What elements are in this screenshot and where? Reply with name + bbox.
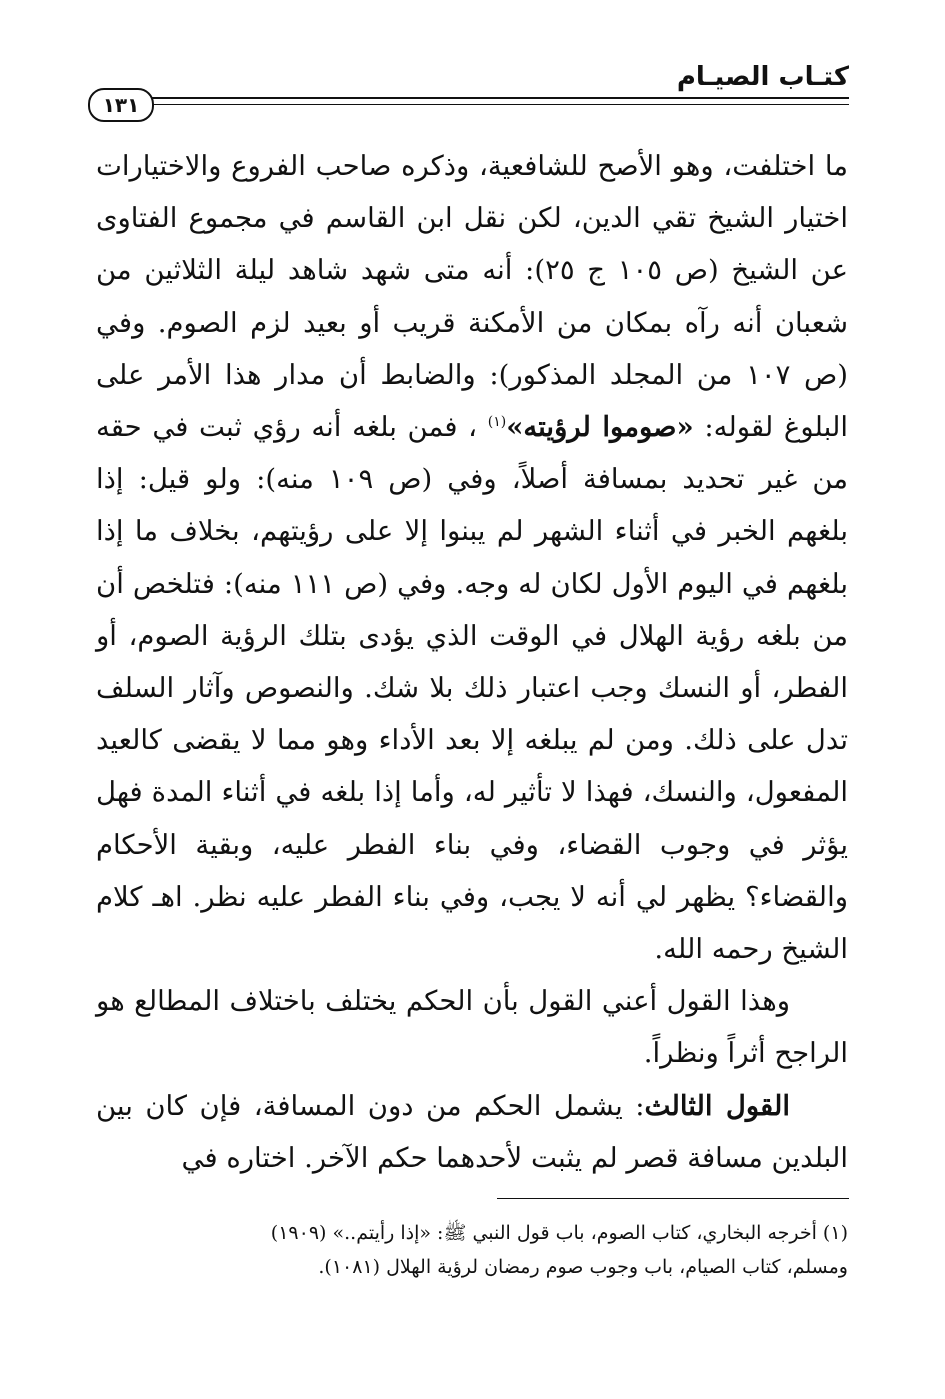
hadith-quote: «صوموا لرؤيته» bbox=[506, 411, 694, 444]
paragraph-3 bbox=[96, 1080, 848, 1184]
paragraph-1 bbox=[96, 140, 848, 975]
footnote-separator bbox=[497, 1198, 849, 1199]
footnotes bbox=[96, 1216, 848, 1284]
header-rule-thin bbox=[150, 104, 849, 105]
paragraph-1-continuation: ، فمن بلغه أنه رؤي ثبت في حقه من غير تحديد بمسافة أصلاً، وفي (ص ١٠٩ منه): ولو قيل: إذا بلغهم الخبر في أثناء الشهر لم يبنوا إلا على رؤيتهم، بخلاف ما إذا بلغهم في اليوم الأول لكان له وجه. وفي (ص ١١١ منه): فتلخص أن من بلغه رؤية الهلال في الوقت الذي يؤدى بتلك الرؤية الصوم، أو الفطر، أو النسك وجب اعتبار ذلك بلا شك. والنصوص وآثار السلف تدل على ذلك. ومن لم يبلغه إلا بعد الأداء وهو مما لا يقضى كالعيد المفعول، والنسك، فهذا لا تأثير له، وأما إذا بلغه في أثناء المدة فهل يؤثر في وجوب القضاء، وفي بناء الفطر عليه، وبقية الأحكام والقضاء؟ يظهر لي أنه لا يجب، وفي بناء الفطر عليه نظر. اهـ كلام الشيخ رحمه الله. bbox=[96, 411, 848, 966]
paragraph-3-text: : يشمل الحكم من دون المسافة، فإن كان بين البلدين مسافة قصر لم يثبت لأحدهما حكم الآخر. اختاره في bbox=[96, 1089, 848, 1174]
footnote-reference: (١) bbox=[487, 413, 507, 430]
paragraph-2: وهذا القول أعني القول بأن الحكم يختلف باختلاف المطالع هو الراجح أثراً ونظراً. bbox=[96, 985, 848, 1070]
footnote-line-1: (١) أخرجه البخاري، كتاب الصوم، باب قول النبي ﷺ: «إذا رأيتم..» (١٩٠٩) bbox=[270, 1222, 848, 1244]
section-label: القول الثالث bbox=[644, 1089, 790, 1122]
main-text bbox=[96, 140, 848, 1184]
header-rule bbox=[150, 97, 849, 99]
footnote-line-2: ومسلم، كتاب الصيام، باب وجوب صوم رمضان لرؤية الهلال (١٠٨١). bbox=[318, 1256, 848, 1278]
page-header-title: كتـاب الصيـام bbox=[676, 62, 849, 92]
paragraph-1-text: ما اختلفت، وهو الأصح للشافعية، وذكره صاحب الفروع والاختيارات اختيار الشيخ تقي الدين، لكن نقل ابن القاسم في مجموع الفتاوى عن الشيخ (ص ١٠٥ ج ٢٥): أنه متى شهد شاهد ليلة الثلاثين من شعبان أنه رآه بمكان من الأمكنة قريب أو بعيد لزم الصوم. وفي (ص ١٠٧ من المجلد المذكور): والضابط أن مدار هذا الأمر على البلوغ لقوله: bbox=[96, 150, 849, 444]
page-number-badge: ١٣١ bbox=[88, 88, 154, 122]
